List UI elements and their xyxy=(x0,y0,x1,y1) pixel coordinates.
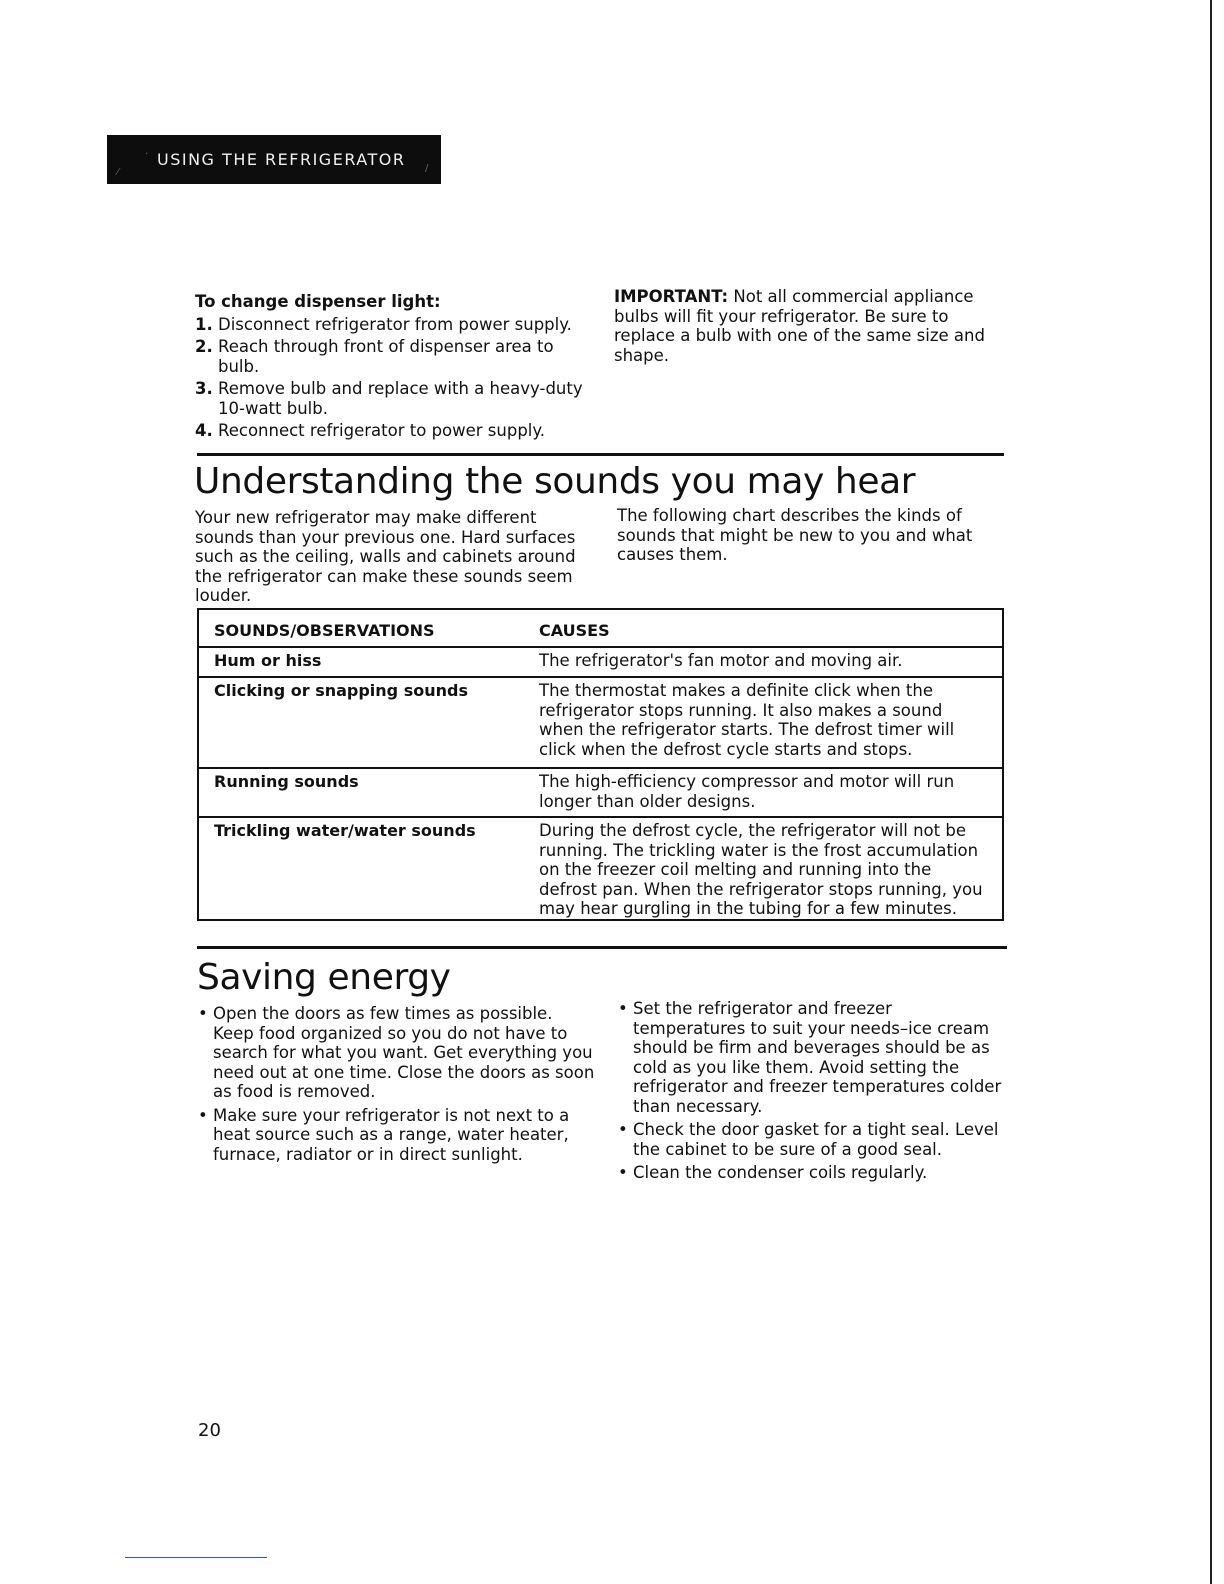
energy-tip xyxy=(618,1120,1003,1159)
sounds-intro-right: The following chart describes the kinds of sounds that might be new to you and what causes them. xyxy=(617,506,973,564)
page-number: 20 xyxy=(198,1420,221,1441)
step-text: Disconnect refrigerator from power supply. xyxy=(218,314,572,334)
bullet-icon: • xyxy=(198,1105,208,1125)
footnote-rule xyxy=(125,1557,267,1558)
section-divider xyxy=(197,453,1004,456)
bullet-icon: • xyxy=(618,1120,628,1139)
sound-cell: Trickling water/water sounds xyxy=(214,821,476,840)
energy-list xyxy=(618,999,1003,1183)
sound-cell: Running sounds xyxy=(214,772,359,791)
column-header-causes: CAUSES xyxy=(539,621,610,640)
sound-cell: Clicking or snapping sounds xyxy=(214,681,468,700)
dispenser-step xyxy=(195,315,590,335)
bullet-icon: • xyxy=(198,1004,208,1023)
energy-tip xyxy=(198,1004,598,1102)
dispenser-step xyxy=(195,379,590,418)
sounds-title: Understanding the sounds you may hear xyxy=(194,461,916,502)
cause-cell: The refrigerator's fan motor and moving air. xyxy=(539,651,903,670)
bullet-icon: • xyxy=(618,1163,628,1182)
step-text: Reach through front of dispenser area to bulb. xyxy=(218,337,554,376)
banner-texture-mark: · xyxy=(145,149,150,160)
energy-tip xyxy=(618,1163,1003,1183)
page-edge-rule xyxy=(1210,0,1212,1584)
step-text: Remove bulb and replace with a heavy-duty 10-watt bulb. xyxy=(218,379,583,418)
table-header-row xyxy=(199,610,1002,648)
dispenser-heading: To change dispenser light: xyxy=(195,292,441,311)
step-number: 4. xyxy=(195,421,213,440)
cause-cell: The high-efficiency compressor and motor will run longer than older designs. xyxy=(539,772,955,811)
step-number: 1. xyxy=(195,314,213,334)
energy-tip xyxy=(618,999,1003,1116)
cause-cell: During the defrost cycle, the refrigerator will not be running. The trickling water is the frost accumulation on the freezer coil melting and running into the defrost pan. When the refrigerator stops running, you may hear gurgling in the tubing for a few minutes. xyxy=(539,821,983,918)
section-banner xyxy=(107,135,441,184)
cause-cell: The thermostat makes a definite click when the refrigerator stops running. It also makes a sound when the refrigerator starts. The defrost timer will click when the defrost cycle starts and stops. xyxy=(539,681,955,759)
important-label: IMPORTANT: xyxy=(614,287,729,306)
dispenser-light-instructions xyxy=(195,292,590,444)
step-number: 2. xyxy=(195,337,213,356)
banner-texture-mark: / xyxy=(425,163,430,174)
table-row xyxy=(199,648,1002,678)
table-row xyxy=(199,678,1002,769)
sounds-table xyxy=(197,608,1004,921)
tip-text: Make sure your refrigerator is not next to a heat source such as a range, water heater, furnace, radiator or in direct sunlight. xyxy=(213,1105,570,1164)
dispenser-steps xyxy=(195,315,590,441)
energy-tip xyxy=(198,1106,598,1165)
table-row xyxy=(199,769,1002,818)
dispenser-step xyxy=(195,337,590,376)
energy-tips-left xyxy=(198,1004,598,1168)
tip-text: Clean the condenser coils regularly. xyxy=(633,1163,928,1182)
section-divider xyxy=(197,946,1007,949)
sound-cell: Hum or hiss xyxy=(214,651,322,670)
energy-title: Saving energy xyxy=(197,957,451,998)
banner-title: USING THE REFRIGERATOR xyxy=(157,150,406,169)
tip-text: Open the doors as few times as possible. Keep food organized so you do not have to search for what you want. Get everything you need out at one time. Close the doors as soon as food is removed. xyxy=(213,1004,595,1101)
column-header-sounds: SOUNDS/OBSERVATIONS xyxy=(214,621,435,640)
table-row xyxy=(199,818,1002,919)
sounds-intro-left: Your new refrigerator may make different sounds than your previous one. Hard surfaces such as the ceiling, walls and cabinets around the refrigerator can make these sounds seem louder. xyxy=(195,508,576,605)
step-number: 3. xyxy=(195,379,213,398)
energy-tips-right xyxy=(618,999,1003,1187)
energy-list xyxy=(198,1004,598,1164)
important-note xyxy=(614,287,1006,365)
tip-text: Set the refrigerator and freezer temperatures to suit your needs–ice cream should be firm and beverages should be as cold as you like them. Avoid setting the refrigerator and freezer temperatures colder than necessary. xyxy=(633,999,1002,1116)
step-text: Reconnect refrigerator to power supply. xyxy=(218,421,546,440)
tip-text: Check the door gasket for a tight seal. Level the cabinet to be sure of a good seal. xyxy=(633,1120,999,1159)
important-text: Not all commercial appliance bulbs will fit your refrigerator. Be sure to replace a bulb with one of the same size and shape. xyxy=(614,287,985,365)
bullet-icon: • xyxy=(618,999,628,1018)
banner-texture-mark: ⁄ xyxy=(117,167,121,178)
dispenser-step xyxy=(195,421,590,441)
